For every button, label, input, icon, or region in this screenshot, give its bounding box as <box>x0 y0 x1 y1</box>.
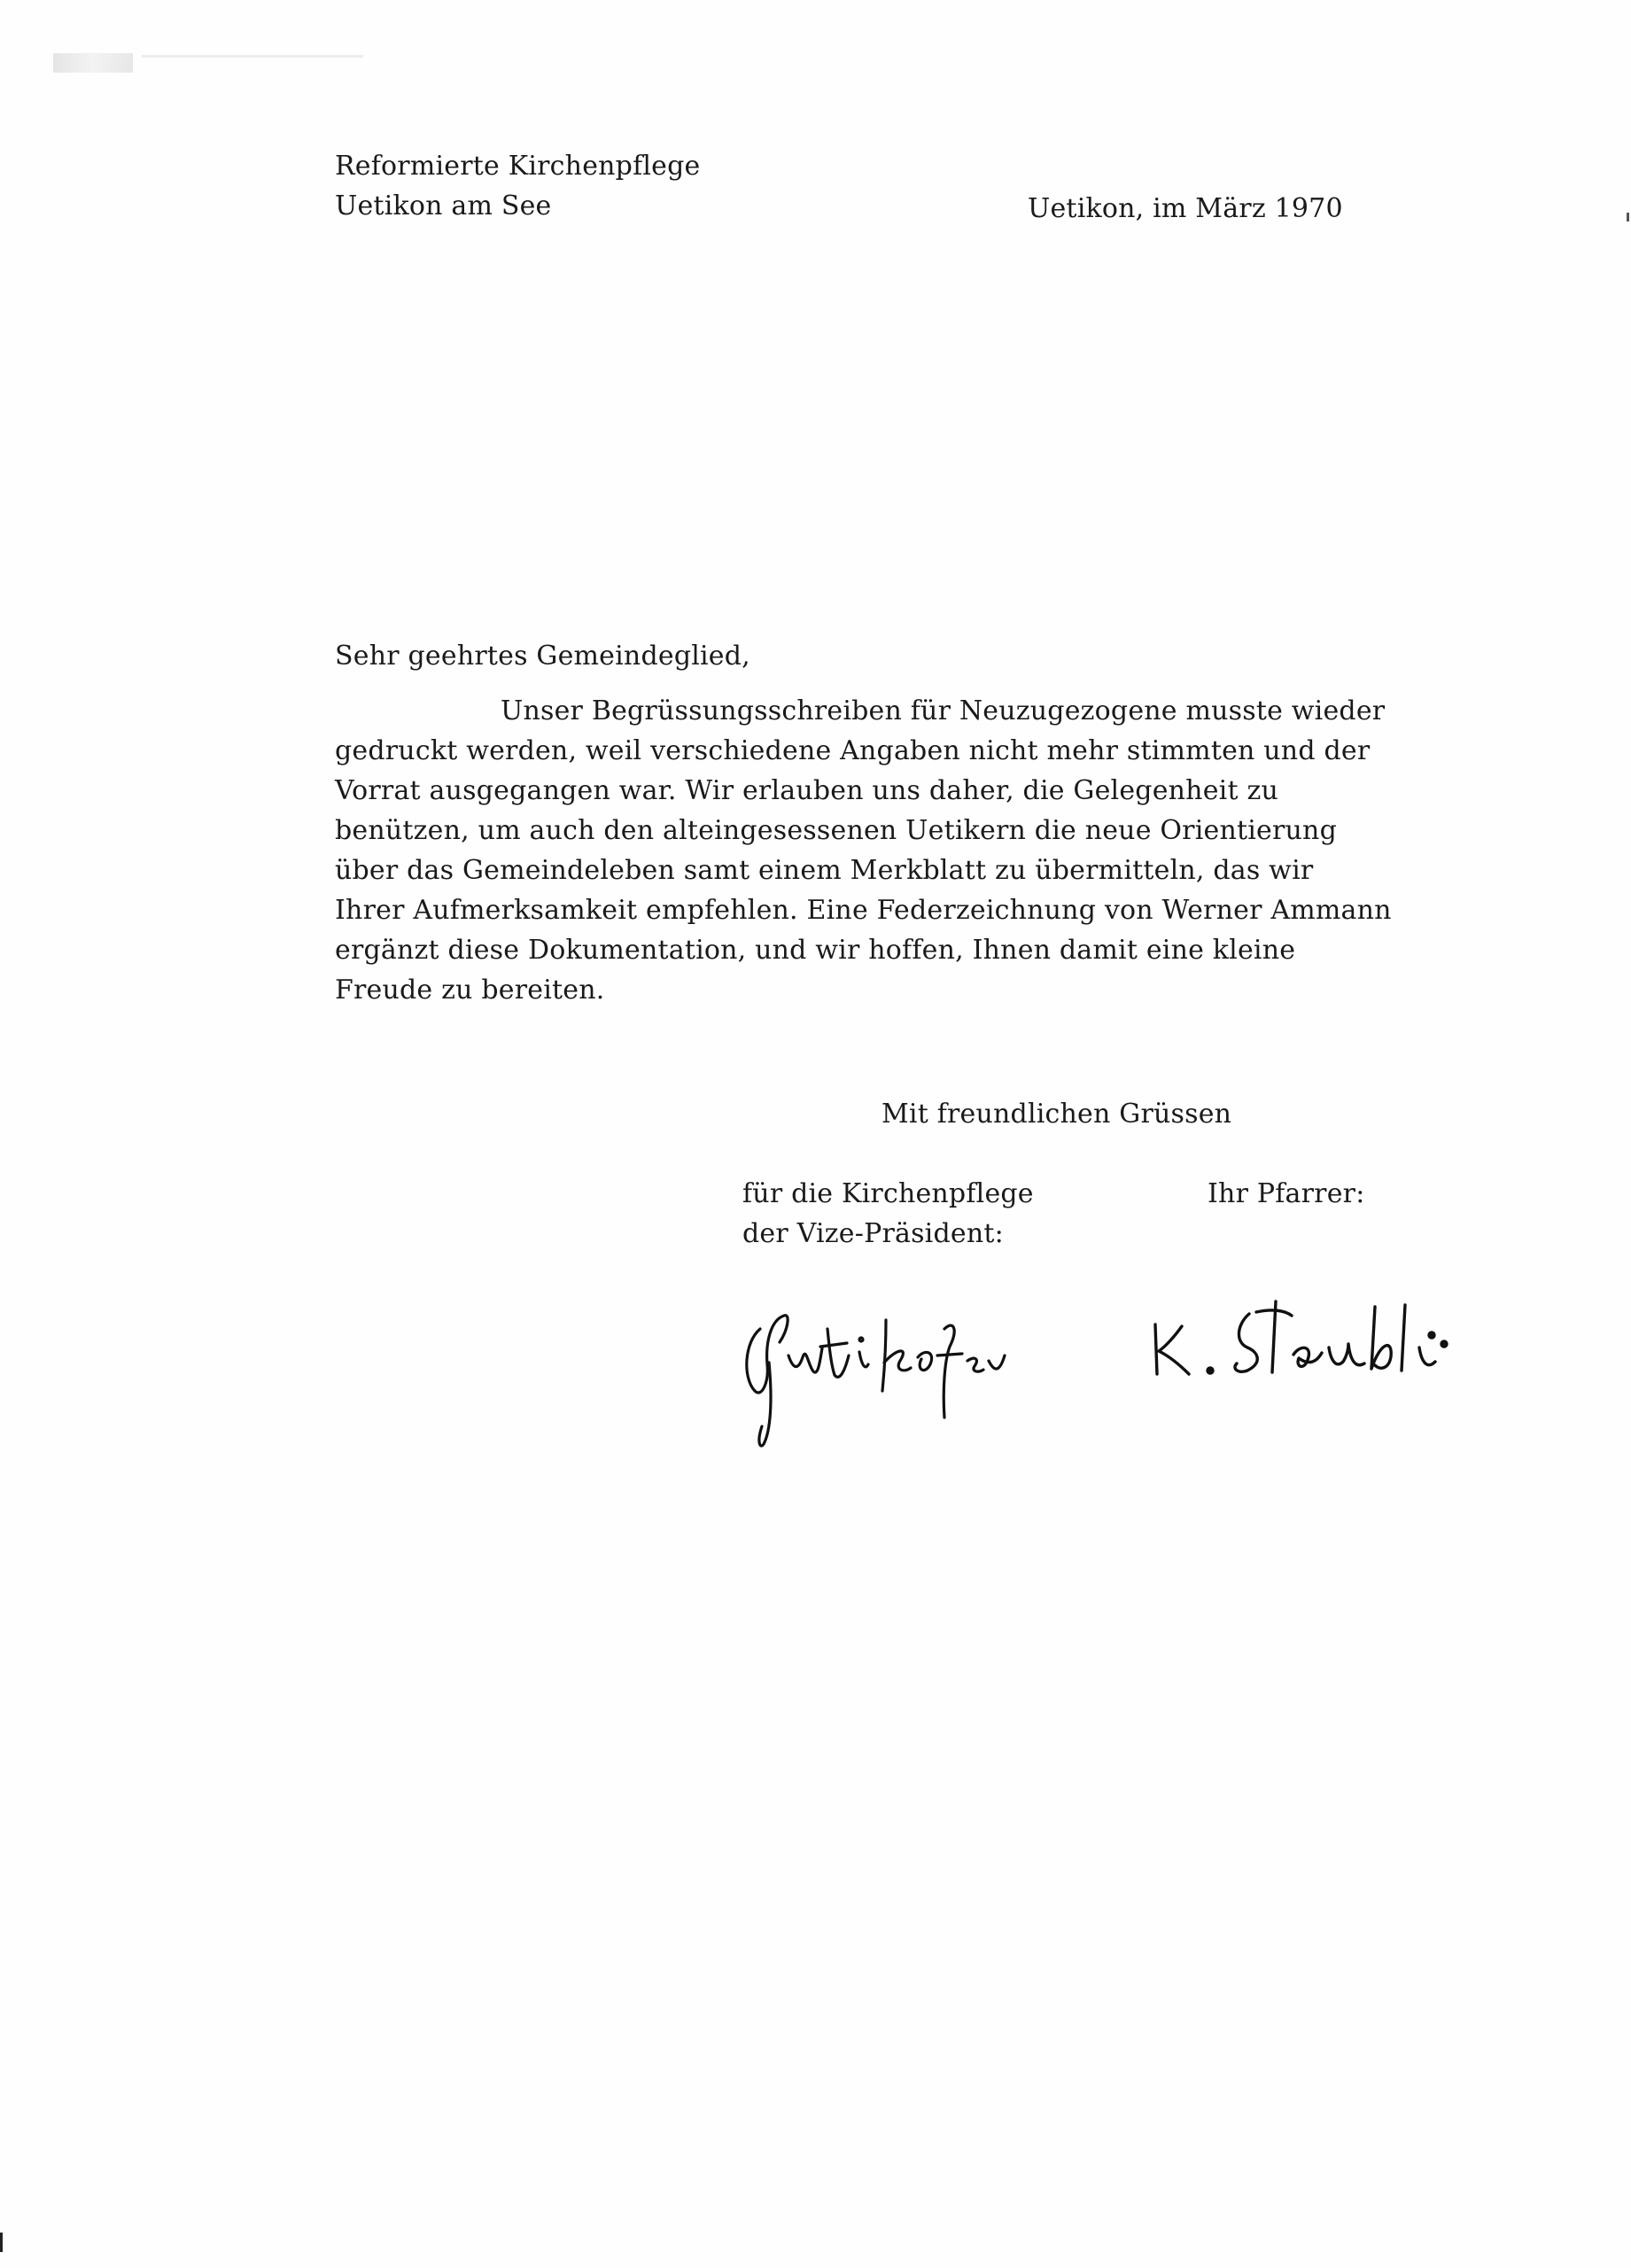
signature-vice-president <box>735 1293 1028 1453</box>
signature-pastor <box>1143 1289 1480 1386</box>
body-line: Freude zu bereiten. <box>335 975 605 1006</box>
signatory-left-title: der Vize-Präsident: <box>742 1218 1004 1249</box>
signatory-left-role: für die Kirchenpflege <box>742 1178 1034 1209</box>
body-line: ergänzt diese Dokumentation, und wir hoffen, Ihnen damit eine kleine <box>335 935 1296 966</box>
body-line: Vorrat ausgegangen war. Wir erlauben uns daher, die Gelegenheit zu <box>335 775 1278 806</box>
scan-artifact-top-left <box>53 53 133 73</box>
sender-location: Uetikon am See <box>335 190 552 221</box>
closing-phrase: Mit freundlichen Grüssen <box>882 1099 1232 1130</box>
scan-artifact-right-edge <box>1627 213 1629 221</box>
body-line: gedruckt werden, weil verschiedene Angaben nicht mehr stimmten und der <box>335 735 1371 766</box>
letter-date: Uetikon, im März 1970 <box>1028 193 1343 224</box>
scan-artifact-top-streak <box>142 55 363 58</box>
body-line: über das Gemeindeleben samt einem Merkblatt zu übermitteln, das wir <box>335 855 1314 886</box>
scan-artifact-bottom-left <box>0 2233 3 2252</box>
body-line: benützen, um auch den alteingesessenen Uetikern die neue Orientierung <box>335 815 1337 846</box>
sender-organization: Reformierte Kirchenpflege <box>335 151 701 182</box>
signatory-right-title: Ihr Pfarrer: <box>1208 1178 1365 1209</box>
salutation: Sehr geehrtes Gemeindeglied, <box>335 641 750 672</box>
body-line: Ihrer Aufmerksamkeit empfehlen. Eine Federzeichnung von Werner Ammann <box>335 895 1392 926</box>
body-line: Unser Begrüssungsschreiben für Neuzugezogene musste wieder <box>501 695 1386 726</box>
